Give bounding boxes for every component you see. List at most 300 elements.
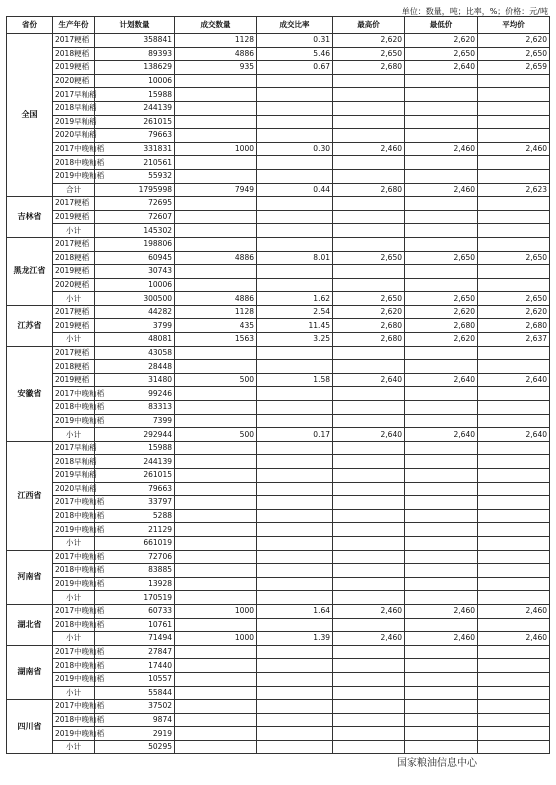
- table-row: [7, 61, 550, 75]
- max-price-cell: [333, 441, 405, 455]
- traded-cell: 935: [175, 61, 257, 75]
- year-cell: 小计: [53, 591, 95, 605]
- max-price-cell: [333, 197, 405, 211]
- min-price-cell: [405, 713, 478, 727]
- traded-cell: 500: [175, 428, 257, 442]
- traded-cell: [175, 169, 257, 183]
- min-price-cell: [405, 224, 478, 238]
- planned-cell: 17440: [95, 659, 175, 673]
- avg-price-cell: [478, 700, 550, 714]
- max-price-cell: [333, 577, 405, 591]
- max-price-cell: [333, 645, 405, 659]
- ratio-cell: 1.39: [257, 632, 333, 646]
- traded-cell: [175, 469, 257, 483]
- table-row: [7, 333, 550, 347]
- min-price-cell: [405, 74, 478, 88]
- avg-price-cell: [478, 360, 550, 374]
- traded-cell: [175, 550, 257, 564]
- planned-cell: 72607: [95, 210, 175, 224]
- year-cell: 小计: [53, 224, 95, 238]
- ratio-cell: [257, 523, 333, 537]
- header-ratio: 成交比率: [257, 17, 333, 34]
- avg-price-cell: [478, 115, 550, 129]
- table-row: [7, 373, 550, 387]
- year-cell: 2020粳稻: [53, 278, 95, 292]
- avg-price-cell: [478, 645, 550, 659]
- year-cell: 2017粳稻: [53, 197, 95, 211]
- avg-price-cell: 2,659: [478, 61, 550, 75]
- ratio-cell: [257, 401, 333, 415]
- min-price-cell: 2,680: [405, 319, 478, 333]
- max-price-cell: [333, 509, 405, 523]
- avg-price-cell: 2,460: [478, 604, 550, 618]
- min-price-cell: [405, 101, 478, 115]
- table-row: [7, 536, 550, 550]
- table-row: [7, 700, 550, 714]
- province-cell: 吉林省: [7, 197, 53, 238]
- max-price-cell: [333, 88, 405, 102]
- year-cell: 2019中晚籼稻: [53, 523, 95, 537]
- min-price-cell: [405, 496, 478, 510]
- year-cell: 2019中晚籼稻: [53, 727, 95, 741]
- avg-price-cell: [478, 713, 550, 727]
- planned-cell: 72695: [95, 197, 175, 211]
- planned-cell: 55932: [95, 169, 175, 183]
- planned-cell: 44282: [95, 305, 175, 319]
- table-row: [7, 224, 550, 238]
- avg-price-cell: [478, 401, 550, 415]
- ratio-cell: [257, 577, 333, 591]
- min-price-cell: [405, 169, 478, 183]
- planned-cell: 145302: [95, 224, 175, 238]
- ratio-cell: [257, 482, 333, 496]
- header-max-price: 最高价: [333, 17, 405, 34]
- ratio-cell: [257, 360, 333, 374]
- min-price-cell: 2,640: [405, 61, 478, 75]
- table-row: [7, 672, 550, 686]
- traded-cell: [175, 265, 257, 279]
- planned-cell: 13928: [95, 577, 175, 591]
- max-price-cell: [333, 455, 405, 469]
- traded-cell: 1000: [175, 632, 257, 646]
- table-row: [7, 197, 550, 211]
- max-price-cell: [333, 523, 405, 537]
- ratio-cell: [257, 197, 333, 211]
- ratio-cell: [257, 713, 333, 727]
- ratio-cell: 0.31: [257, 34, 333, 48]
- traded-cell: [175, 740, 257, 754]
- min-price-cell: [405, 727, 478, 741]
- planned-cell: 99246: [95, 387, 175, 401]
- table-row: [7, 292, 550, 306]
- province-cell: 四川省: [7, 700, 53, 754]
- table-row: [7, 591, 550, 605]
- max-price-cell: 2,640: [333, 428, 405, 442]
- header-row: [7, 17, 550, 34]
- max-price-cell: [333, 360, 405, 374]
- year-cell: 2019粳稻: [53, 210, 95, 224]
- year-cell: 2019早籼稻: [53, 469, 95, 483]
- planned-cell: 1795998: [95, 183, 175, 197]
- planned-cell: 15988: [95, 441, 175, 455]
- table-row: [7, 428, 550, 442]
- province-cell: 江西省: [7, 441, 53, 550]
- avg-price-cell: 2,620: [478, 34, 550, 48]
- planned-cell: 27847: [95, 645, 175, 659]
- planned-cell: 33797: [95, 496, 175, 510]
- planned-cell: 9874: [95, 713, 175, 727]
- planned-cell: 358841: [95, 34, 175, 48]
- ratio-cell: [257, 129, 333, 143]
- year-cell: 2017粳稻: [53, 305, 95, 319]
- table-row: [7, 142, 550, 156]
- province-cell: 湖北省: [7, 604, 53, 645]
- max-price-cell: [333, 618, 405, 632]
- min-price-cell: [405, 659, 478, 673]
- table-row: [7, 482, 550, 496]
- avg-price-cell: [478, 387, 550, 401]
- ratio-cell: [257, 115, 333, 129]
- planned-cell: 170519: [95, 591, 175, 605]
- planned-cell: 10761: [95, 618, 175, 632]
- table-row: [7, 659, 550, 673]
- min-price-cell: [405, 564, 478, 578]
- ratio-cell: [257, 74, 333, 88]
- year-cell: 小计: [53, 428, 95, 442]
- ratio-cell: 3.25: [257, 333, 333, 347]
- ratio-cell: [257, 700, 333, 714]
- ratio-cell: [257, 156, 333, 170]
- planned-cell: 300500: [95, 292, 175, 306]
- traded-cell: [175, 346, 257, 360]
- max-price-cell: 2,680: [333, 61, 405, 75]
- ratio-cell: [257, 645, 333, 659]
- traded-cell: 4886: [175, 292, 257, 306]
- ratio-cell: [257, 496, 333, 510]
- traded-cell: [175, 672, 257, 686]
- min-price-cell: 2,460: [405, 632, 478, 646]
- max-price-cell: [333, 101, 405, 115]
- traded-cell: 1000: [175, 604, 257, 618]
- year-cell: 2018粳稻: [53, 251, 95, 265]
- table-row: [7, 169, 550, 183]
- planned-cell: 55844: [95, 686, 175, 700]
- ratio-cell: [257, 169, 333, 183]
- avg-price-cell: [478, 455, 550, 469]
- ratio-cell: [257, 88, 333, 102]
- traded-cell: [175, 414, 257, 428]
- avg-price-cell: 2,650: [478, 47, 550, 61]
- year-cell: 2018中晚籼稻: [53, 509, 95, 523]
- ratio-cell: [257, 591, 333, 605]
- planned-cell: 15988: [95, 88, 175, 102]
- traded-cell: [175, 88, 257, 102]
- max-price-cell: [333, 496, 405, 510]
- table-row: [7, 645, 550, 659]
- traded-cell: [175, 237, 257, 251]
- ratio-cell: [257, 455, 333, 469]
- ratio-cell: 1.62: [257, 292, 333, 306]
- traded-cell: [175, 387, 257, 401]
- table-row: [7, 319, 550, 333]
- table-row: [7, 305, 550, 319]
- max-price-cell: [333, 346, 405, 360]
- avg-price-cell: [478, 197, 550, 211]
- table-row: [7, 360, 550, 374]
- planned-cell: 43058: [95, 346, 175, 360]
- planned-cell: 50295: [95, 740, 175, 754]
- avg-price-cell: 2,460: [478, 142, 550, 156]
- avg-price-cell: [478, 441, 550, 455]
- max-price-cell: [333, 536, 405, 550]
- traded-cell: [175, 74, 257, 88]
- avg-price-cell: [478, 346, 550, 360]
- table-row: [7, 686, 550, 700]
- year-cell: 2019粳稻: [53, 61, 95, 75]
- table-row: [7, 101, 550, 115]
- traded-cell: [175, 401, 257, 415]
- min-price-cell: [405, 360, 478, 374]
- avg-price-cell: [478, 740, 550, 754]
- avg-price-cell: 2,640: [478, 428, 550, 442]
- avg-price-cell: 2,637: [478, 333, 550, 347]
- ratio-cell: 0.44: [257, 183, 333, 197]
- planned-cell: 138629: [95, 61, 175, 75]
- min-price-cell: [405, 197, 478, 211]
- min-price-cell: 2,620: [405, 34, 478, 48]
- avg-price-cell: [478, 496, 550, 510]
- planned-cell: 60945: [95, 251, 175, 265]
- avg-price-cell: [478, 482, 550, 496]
- year-cell: 小计: [53, 632, 95, 646]
- planned-cell: 72706: [95, 550, 175, 564]
- max-price-cell: [333, 156, 405, 170]
- avg-price-cell: [478, 523, 550, 537]
- table-row: [7, 564, 550, 578]
- table-row: [7, 632, 550, 646]
- max-price-cell: 2,620: [333, 305, 405, 319]
- year-cell: 小计: [53, 333, 95, 347]
- year-cell: 2019中晚籼稻: [53, 414, 95, 428]
- table-row: [7, 74, 550, 88]
- table-row: [7, 34, 550, 48]
- min-price-cell: [405, 618, 478, 632]
- traded-cell: [175, 496, 257, 510]
- traded-cell: [175, 618, 257, 632]
- min-price-cell: [405, 509, 478, 523]
- min-price-cell: [405, 129, 478, 143]
- ratio-cell: [257, 727, 333, 741]
- ratio-cell: [257, 210, 333, 224]
- province-cell: 黑龙江省: [7, 237, 53, 305]
- avg-price-cell: [478, 88, 550, 102]
- table-row: [7, 441, 550, 455]
- max-price-cell: [333, 210, 405, 224]
- ratio-cell: [257, 237, 333, 251]
- planned-cell: 210561: [95, 156, 175, 170]
- min-price-cell: 2,640: [405, 373, 478, 387]
- avg-price-cell: [478, 536, 550, 550]
- planned-cell: 60733: [95, 604, 175, 618]
- table-row: [7, 251, 550, 265]
- table-row: [7, 156, 550, 170]
- planned-cell: 661019: [95, 536, 175, 550]
- year-cell: 2017粳稻: [53, 237, 95, 251]
- min-price-cell: 2,650: [405, 47, 478, 61]
- ratio-cell: 0.30: [257, 142, 333, 156]
- max-price-cell: 2,460: [333, 604, 405, 618]
- year-cell: 2019中晚籼稻: [53, 169, 95, 183]
- traded-cell: 1000: [175, 142, 257, 156]
- avg-price-cell: [478, 224, 550, 238]
- year-cell: 2017粳稻: [53, 34, 95, 48]
- planned-cell: 261015: [95, 469, 175, 483]
- ratio-cell: [257, 740, 333, 754]
- min-price-cell: [405, 441, 478, 455]
- ratio-cell: [257, 509, 333, 523]
- planned-cell: 198806: [95, 237, 175, 251]
- province-cell: 湖南省: [7, 645, 53, 699]
- avg-price-cell: [478, 550, 550, 564]
- traded-cell: 1563: [175, 333, 257, 347]
- ratio-cell: [257, 659, 333, 673]
- max-price-cell: [333, 129, 405, 143]
- table-row: [7, 727, 550, 741]
- table-row: [7, 237, 550, 251]
- traded-cell: [175, 441, 257, 455]
- unit-note: 单位：数量，吨；比率，%；价格：元/吨: [401, 7, 548, 16]
- traded-cell: [175, 197, 257, 211]
- year-cell: 小计: [53, 536, 95, 550]
- header-year: 生产年份: [53, 17, 95, 34]
- traded-cell: [175, 156, 257, 170]
- traded-cell: [175, 645, 257, 659]
- avg-price-cell: 2,640: [478, 373, 550, 387]
- planned-cell: 31480: [95, 373, 175, 387]
- avg-price-cell: [478, 156, 550, 170]
- planned-cell: 71494: [95, 632, 175, 646]
- max-price-cell: [333, 401, 405, 415]
- year-cell: 2017中晚籼稻: [53, 550, 95, 564]
- table-row: [7, 278, 550, 292]
- avg-price-cell: 2,623: [478, 183, 550, 197]
- max-price-cell: 2,680: [333, 183, 405, 197]
- max-price-cell: [333, 700, 405, 714]
- ratio-cell: [257, 550, 333, 564]
- avg-price-cell: [478, 265, 550, 279]
- table-row: [7, 577, 550, 591]
- ratio-cell: 1.64: [257, 604, 333, 618]
- planned-cell: 21129: [95, 523, 175, 537]
- planned-cell: 244139: [95, 455, 175, 469]
- traded-cell: 4886: [175, 251, 257, 265]
- traded-cell: 1128: [175, 305, 257, 319]
- table-row: [7, 265, 550, 279]
- traded-cell: [175, 482, 257, 496]
- traded-cell: [175, 577, 257, 591]
- avg-price-cell: [478, 278, 550, 292]
- avg-price-cell: [478, 210, 550, 224]
- planned-cell: 261015: [95, 115, 175, 129]
- ratio-cell: [257, 564, 333, 578]
- planned-cell: 244139: [95, 101, 175, 115]
- max-price-cell: [333, 278, 405, 292]
- table-body: [7, 34, 550, 754]
- traded-cell: [175, 455, 257, 469]
- planned-cell: 2919: [95, 727, 175, 741]
- year-cell: 2019粳稻: [53, 265, 95, 279]
- max-price-cell: [333, 115, 405, 129]
- table-row: [7, 740, 550, 754]
- min-price-cell: [405, 536, 478, 550]
- year-cell: 2018中晚籼稻: [53, 564, 95, 578]
- ratio-cell: [257, 469, 333, 483]
- ratio-cell: [257, 346, 333, 360]
- ratio-cell: [257, 686, 333, 700]
- avg-price-cell: 2,650: [478, 251, 550, 265]
- year-cell: 2020早籼稻: [53, 482, 95, 496]
- traded-cell: [175, 591, 257, 605]
- traded-cell: [175, 278, 257, 292]
- header-min-price: 最低价: [405, 17, 478, 34]
- table-row: [7, 401, 550, 415]
- min-price-cell: 2,620: [405, 305, 478, 319]
- table-row: [7, 469, 550, 483]
- max-price-cell: 2,620: [333, 34, 405, 48]
- ratio-cell: [257, 278, 333, 292]
- max-price-cell: 2,460: [333, 142, 405, 156]
- traded-cell: 4886: [175, 47, 257, 61]
- year-cell: 2017中晚籼稻: [53, 142, 95, 156]
- avg-price-cell: 2,650: [478, 292, 550, 306]
- auction-table: [6, 16, 550, 754]
- min-price-cell: [405, 482, 478, 496]
- max-price-cell: 2,680: [333, 333, 405, 347]
- max-price-cell: [333, 414, 405, 428]
- traded-cell: [175, 101, 257, 115]
- min-price-cell: [405, 346, 478, 360]
- traded-cell: [175, 713, 257, 727]
- avg-price-cell: [478, 577, 550, 591]
- planned-cell: 89393: [95, 47, 175, 61]
- year-cell: 2018中晚籼稻: [53, 156, 95, 170]
- ratio-cell: [257, 536, 333, 550]
- year-cell: 2018中晚籼稻: [53, 618, 95, 632]
- header-avg-price: 平均价: [478, 17, 550, 34]
- max-price-cell: [333, 564, 405, 578]
- max-price-cell: [333, 550, 405, 564]
- max-price-cell: [333, 169, 405, 183]
- avg-price-cell: [478, 509, 550, 523]
- planned-cell: 10557: [95, 672, 175, 686]
- year-cell: 小计: [53, 686, 95, 700]
- min-price-cell: [405, 88, 478, 102]
- year-cell: 2017中晚籼稻: [53, 645, 95, 659]
- avg-price-cell: [478, 101, 550, 115]
- header-province: 省份: [7, 17, 53, 34]
- min-price-cell: [405, 550, 478, 564]
- ratio-cell: 11.45: [257, 319, 333, 333]
- min-price-cell: [405, 237, 478, 251]
- min-price-cell: [405, 577, 478, 591]
- watermark-text: 国家粮油信息中心: [397, 758, 477, 769]
- min-price-cell: [405, 455, 478, 469]
- ratio-cell: 2.54: [257, 305, 333, 319]
- avg-price-cell: [478, 74, 550, 88]
- table-row: [7, 618, 550, 632]
- planned-cell: 79663: [95, 129, 175, 143]
- min-price-cell: [405, 387, 478, 401]
